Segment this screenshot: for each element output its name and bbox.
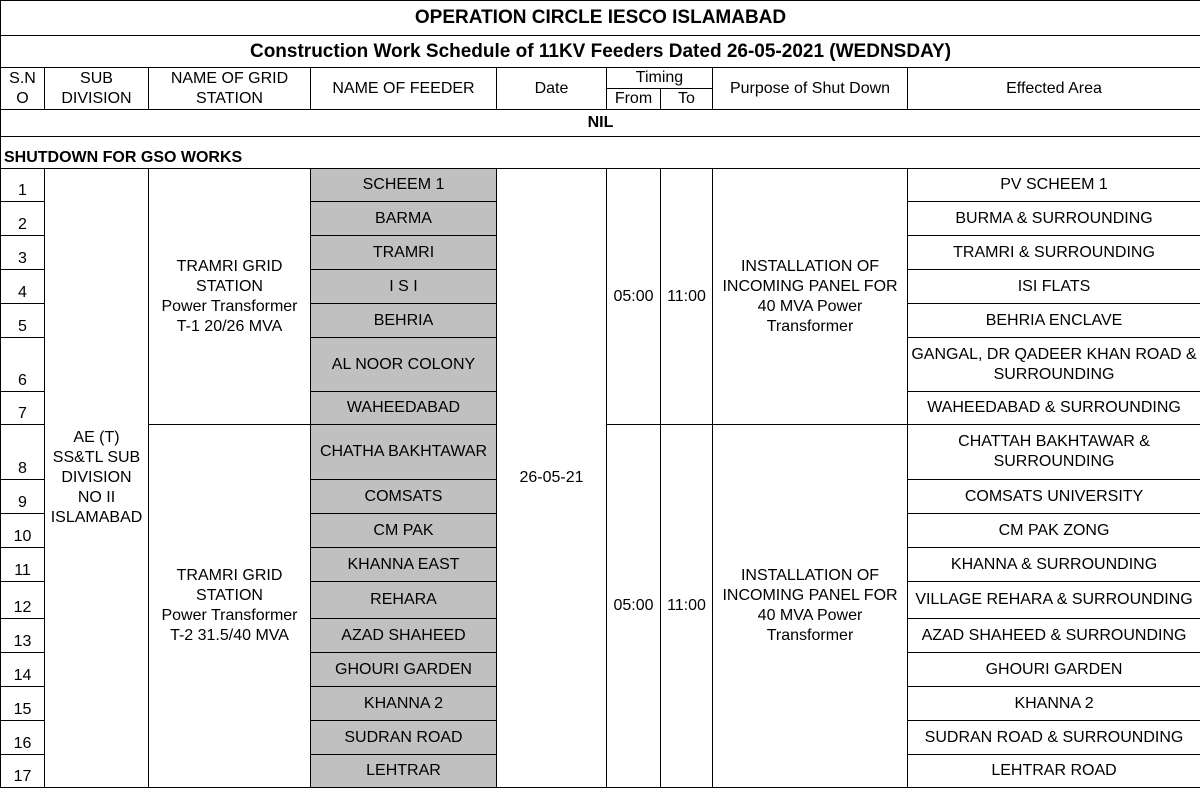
sno-cell: 5 (1, 304, 45, 338)
sno-cell: 11 (1, 548, 45, 582)
affected-area-cell: LEHTRAR ROAD (908, 755, 1200, 788)
feeder-name-cell: WAHEEDABAD (311, 392, 497, 425)
grid-station-line: STATION (196, 587, 263, 604)
affected-area-cell: VILLAGE REHARA & SURROUNDING (908, 582, 1200, 619)
feeder-name-cell: BARMA (311, 202, 497, 236)
sno-cell: 3 (1, 236, 45, 270)
affected-area-cell: KHANNA 2 (908, 687, 1200, 721)
header-grid-line2: STATION (196, 89, 263, 107)
purpose-line: 40 MVA Power (757, 607, 863, 624)
header-subdivision-line2: DIVISION (61, 89, 132, 107)
subdivision-line: SS&TL SUB (52, 449, 141, 466)
affected-area-cell: BEHRIA ENCLAVE (908, 304, 1200, 338)
subdivision-line: NO II (77, 489, 116, 506)
affected-area-cell: PV SCHEEM 1 (908, 169, 1200, 202)
purpose-line: INSTALLATION OF (740, 257, 880, 275)
feeder-name-cell: AL NOOR COLONY (311, 338, 497, 392)
purpose-line: INCOMING PANEL FOR (722, 277, 898, 295)
affected-area-cell: SUDRAN ROAD & SURROUNDING (908, 721, 1200, 755)
affected-area-cell: CM PAK ZONG (908, 514, 1200, 548)
sno-cell: 4 (1, 270, 45, 304)
page-title: OPERATION CIRCLE IESCO ISLAMABAD (1, 1, 1200, 36)
affected-area-cell: ISI FLATS (908, 270, 1200, 304)
purpose-line: 40 MVA Power (757, 297, 863, 315)
section-heading: SHUTDOWN FOR GSO WORKS (1, 137, 1200, 169)
sno-cell: 17 (1, 755, 45, 788)
header-feeder: NAME OF FEEDER (311, 68, 497, 110)
table-row (1, 169, 1200, 202)
header-sno-line1: S.N (9, 69, 36, 87)
header-to: To (661, 89, 713, 110)
subdivision-line: DIVISION (61, 469, 132, 486)
time-to-cell: 11:00 (661, 425, 713, 788)
grid-station-line: TRAMRI GRID (176, 567, 283, 584)
feeder-name-cell: KHANNA EAST (311, 548, 497, 582)
affected-area-cell: AZAD SHAHEED & SURROUNDING (908, 619, 1200, 653)
purpose-line: INCOMING PANEL FOR (722, 587, 898, 604)
affected-area-cell: GHOURI GARDEN (908, 653, 1200, 687)
header-subdivision (45, 68, 149, 110)
affected-area-cell: KHANNA & SURROUNDING (908, 548, 1200, 582)
header-sno (1, 68, 45, 110)
feeder-name-cell: LEHTRAR (311, 755, 497, 788)
affected-area-cell: COMSATS UNIVERSITY (908, 480, 1200, 514)
feeder-name-cell: COMSATS (311, 480, 497, 514)
header-timing: Timing (607, 68, 713, 89)
sno-cell: 1 (1, 169, 45, 202)
date-cell: 26-05-21 (497, 169, 607, 788)
affected-area-cell: GANGAL, DR QADEER KHAN ROAD & SURROUNDING (908, 338, 1200, 392)
feeder-name-cell: SUDRAN ROAD (311, 721, 497, 755)
sno-cell: 2 (1, 202, 45, 236)
feeder-name-cell: SCHEEM 1 (311, 169, 497, 202)
grid-station-cell (149, 425, 311, 788)
schedule-subtitle: Construction Work Schedule of 11KV Feeders Dated 26-05-2021 (WEDNSDAY) (1, 36, 1200, 68)
purpose-cell (713, 425, 908, 788)
nil-row: NIL (1, 110, 1200, 137)
feeder-name-cell: REHARA (311, 582, 497, 619)
subdivision-line: AE (T) (73, 429, 120, 446)
sno-cell: 13 (1, 619, 45, 653)
feeder-name-cell: I S I (311, 270, 497, 304)
sno-cell: 8 (1, 425, 45, 480)
purpose-line: INSTALLATION OF (740, 567, 880, 584)
time-from-cell: 05:00 (607, 425, 661, 788)
purpose-cell (713, 169, 908, 425)
sno-cell: 9 (1, 480, 45, 514)
feeder-name-cell: CM PAK (311, 514, 497, 548)
grid-station-line: TRAMRI GRID (176, 257, 283, 275)
grid-station-line: Power Transformer (161, 297, 298, 315)
subdivision-line: ISLAMABAD (50, 509, 143, 526)
time-from-cell: 05:00 (607, 169, 661, 425)
grid-station-line: Power Transformer (161, 607, 298, 624)
grid-station-line: T-1 20/26 MVA (176, 317, 283, 335)
grid-station-line: STATION (196, 277, 263, 295)
grid-station-cell (149, 169, 311, 425)
purpose-line: Transformer (766, 627, 854, 644)
affected-area-cell: TRAMRI & SURROUNDING (908, 236, 1200, 270)
affected-area-cell: BURMA & SURROUNDING (908, 202, 1200, 236)
header-sno-line2: O (16, 89, 29, 107)
header-purpose: Purpose of Shut Down (713, 68, 908, 110)
sno-cell: 14 (1, 653, 45, 687)
header-from: From (607, 89, 661, 110)
sno-cell: 10 (1, 514, 45, 548)
feeder-name-cell: BEHRIA (311, 304, 497, 338)
sno-cell: 16 (1, 721, 45, 755)
affected-area-cell: CHATTAH BAKHTAWAR & SURROUNDING (908, 425, 1200, 480)
sno-cell: 7 (1, 392, 45, 425)
header-grid-station (149, 68, 311, 110)
header-area: Effected Area (908, 68, 1200, 110)
header-date: Date (497, 68, 607, 110)
feeder-name-cell: AZAD SHAHEED (311, 619, 497, 653)
header-grid-line1: NAME OF GRID (170, 69, 289, 87)
feeder-name-cell: KHANNA 2 (311, 687, 497, 721)
affected-area-cell: WAHEEDABAD & SURROUNDING (908, 392, 1200, 425)
subdivision-cell (45, 169, 149, 788)
grid-station-line: T-2 31.5/40 MVA (170, 627, 289, 644)
header-subdivision-line1: SUB (80, 69, 113, 87)
feeder-name-cell: GHOURI GARDEN (311, 653, 497, 687)
purpose-line: Transformer (766, 317, 854, 335)
sno-cell: 15 (1, 687, 45, 721)
feeder-name-cell: TRAMRI (311, 236, 497, 270)
time-to-cell: 11:00 (661, 169, 713, 425)
sno-cell: 6 (1, 338, 45, 392)
sno-cell: 12 (1, 582, 45, 619)
feeder-name-cell: CHATHA BAKHTAWAR (311, 425, 497, 480)
